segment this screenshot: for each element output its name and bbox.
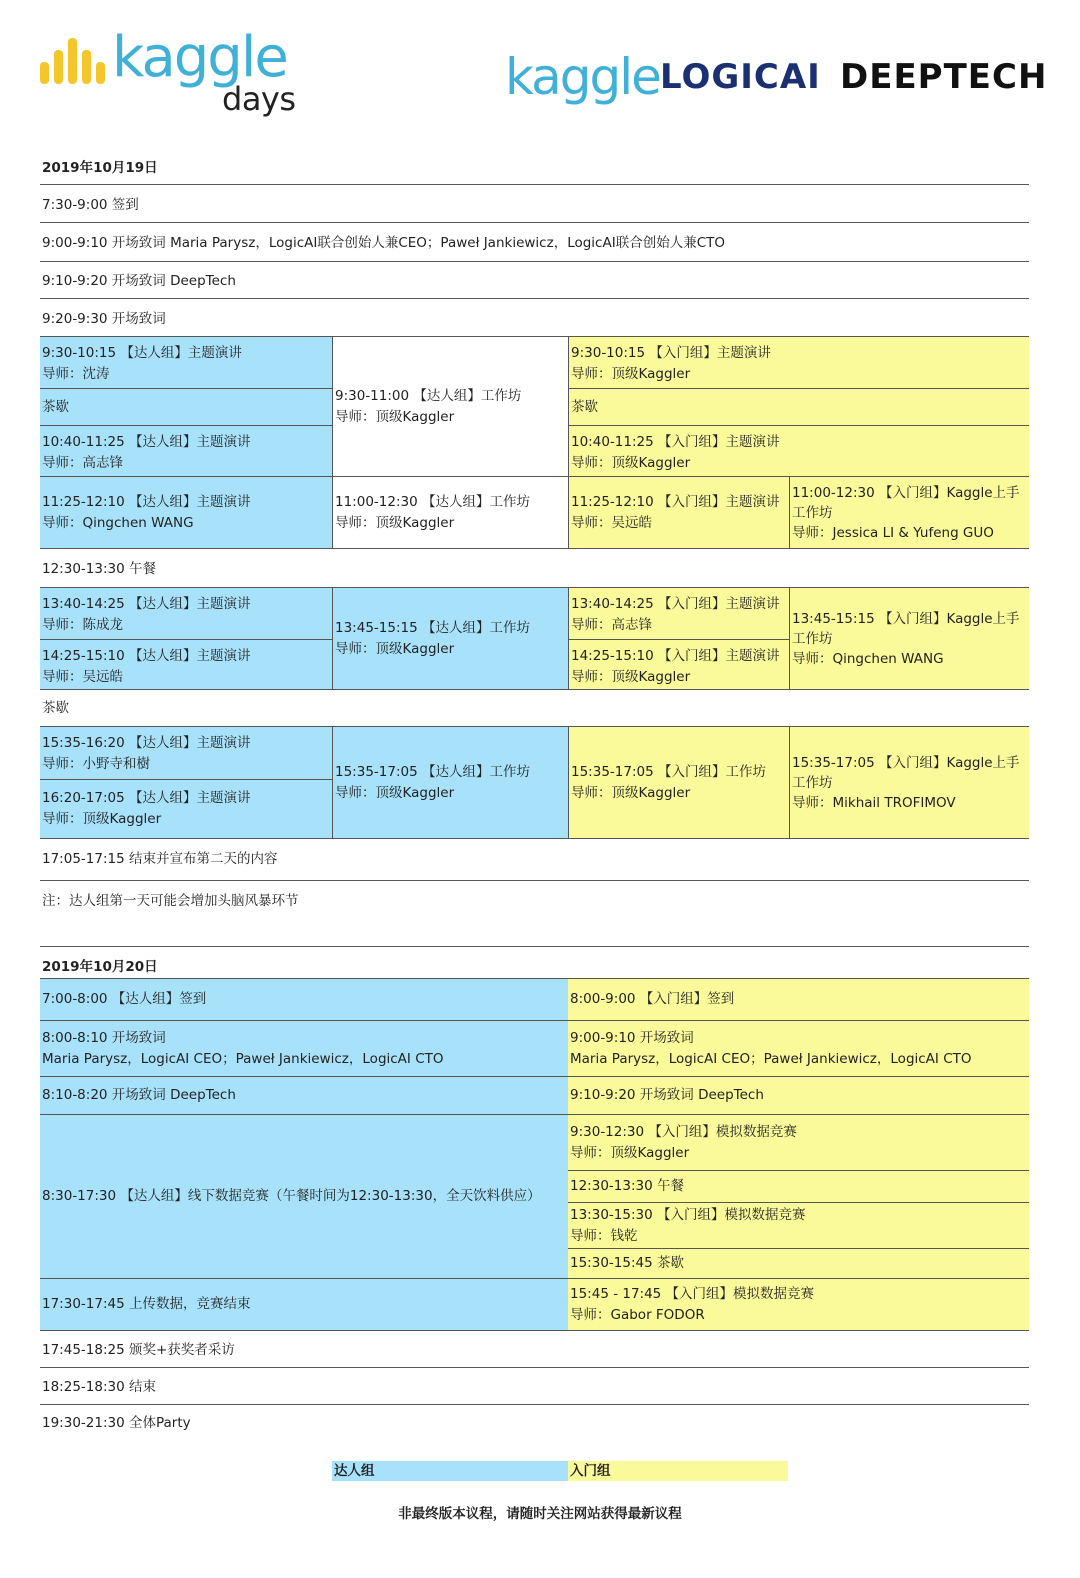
session-cell xyxy=(40,1021,568,1077)
lunch-row: 12:30-13:30 午餐 xyxy=(42,561,156,577)
day1-row: 9:00-9:10 开场致词 Maria Parysz，LogicAI联合创始人兼CEO；Paweł Jankiewicz，LogicAI联合创始人兼CTO xyxy=(42,235,725,251)
session-title: 8:00-8:10 开场致词 xyxy=(42,1029,166,1046)
session-mentor: 导师：Qingchen WANG xyxy=(792,650,944,667)
session-mentor: 导师：顶级Kaggler xyxy=(570,1144,690,1161)
workshop-cell xyxy=(332,588,568,690)
session-mentor: 导师：顶级Kaggler xyxy=(571,784,691,801)
session-mentor: 导师：顶级Kaggler xyxy=(571,366,691,382)
logicai-logo: LOGICAI xyxy=(660,57,821,97)
session-title: 8:30-17:30 【达人组】线下数据竞赛（午餐时间为12:30-13:30，全天饮料供应） xyxy=(42,1188,541,1204)
session-title: 茶歇 xyxy=(571,398,598,415)
session-mentor: 导师：吴远皓 xyxy=(571,514,652,531)
session-title: 15:35-17:05 【入门组】Kaggle上手工作坊 xyxy=(792,754,1020,791)
legend-beginner-label: 入门组 xyxy=(570,1463,611,1479)
session-title: 11:25-12:10 【入门组】主题演讲 xyxy=(571,493,780,510)
session-title: 15:35-17:05 【入门组】工作坊 xyxy=(571,763,766,780)
footer-note: 非最终版本议程，请随时关注网站获得最新议程 xyxy=(398,1506,682,1522)
session-mentor: 导师：Gabor FODOR xyxy=(570,1306,705,1323)
session-mentor: 导师：Mikhail TROFIMOV xyxy=(792,794,956,811)
deeptech-logo: DEEPTECH xyxy=(840,57,1048,97)
note-row: 注：达人组第一天可能会增加头脑风暴环节 xyxy=(42,893,299,909)
day1-row: 7:30-9:00 签到 xyxy=(42,197,139,213)
session-mentor: 导师：陈成龙 xyxy=(42,617,123,633)
session-title: 15:35-17:05 【达人组】工作坊 xyxy=(335,763,530,780)
session-title: 15:30-15:45 茶歇 xyxy=(570,1255,684,1271)
legend-beginner xyxy=(568,1461,788,1481)
session-mentor: 导师：吴远皓 xyxy=(42,669,123,685)
legend-expert xyxy=(332,1461,568,1481)
kaggle-logo: kaggle xyxy=(505,48,660,106)
session-cell xyxy=(568,588,789,640)
competition-cell xyxy=(40,1115,568,1279)
session-title: 9:30-10:15 【入门组】主题演讲 xyxy=(571,345,771,361)
session-mentor: 导师：小野寺和樹 xyxy=(42,756,150,772)
session-title: 10:40-11:25 【达人组】主题演讲 xyxy=(42,434,251,450)
workshop-cell xyxy=(789,588,1029,690)
session-cell xyxy=(568,1203,1029,1249)
session-mentor: 导师：Jessica LI & Yufeng GUO xyxy=(792,524,994,541)
session-title: 9:30-12:30 【入门组】模拟数据竞赛 xyxy=(570,1123,797,1140)
session-cell xyxy=(40,979,568,1021)
session-cell xyxy=(40,588,332,640)
session-title: 8:10-8:20 开场致词 DeepTech xyxy=(42,1087,236,1103)
session-title: 10:40-11:25 【入门组】主题演讲 xyxy=(571,434,780,450)
session-cell xyxy=(568,640,789,690)
session-cell xyxy=(568,1115,1029,1171)
legend-expert-label: 达人组 xyxy=(334,1463,375,1479)
session-cell xyxy=(568,337,1029,389)
session-title: 14:25-15:10 【入门组】主题演讲 xyxy=(571,648,780,664)
break-cell xyxy=(40,389,332,426)
day1-date: 2019年10月19日 xyxy=(42,160,158,176)
session-mentor: 导师：高志锋 xyxy=(571,617,652,633)
break-row: 茶歇 xyxy=(42,700,69,716)
session-cell xyxy=(568,1249,1029,1279)
session-title: 11:00-12:30 【入门组】Kaggle上手工作坊 xyxy=(792,484,1020,521)
session-mentor: 导师：顶级Kaggler xyxy=(571,455,691,471)
session-cell xyxy=(40,640,332,690)
session-cell xyxy=(40,780,332,839)
session-cell xyxy=(40,426,332,477)
kaggle-days-sub: days xyxy=(222,80,296,118)
session-title: 7:00-8:00 【达人组】签到 xyxy=(42,991,207,1007)
session-cell xyxy=(568,426,1029,477)
session-cell xyxy=(568,1077,1029,1115)
session-mentor: 导师：顶级Kaggler xyxy=(42,811,162,827)
break-cell xyxy=(568,389,1029,426)
workshop-cell xyxy=(789,727,1029,839)
session-title: 9:00-9:10 开场致词 xyxy=(570,1029,694,1046)
session-title: 15:45 - 17:45 【入门组】模拟数据竞赛 xyxy=(570,1285,815,1302)
session-title: 14:25-15:10 【达人组】主题演讲 xyxy=(42,648,251,664)
session-title: 9:30-10:15 【达人组】主题演讲 xyxy=(42,345,242,361)
session-mentor: 导师：高志锋 xyxy=(42,455,123,471)
day2-row: 17:45-18:25 颁奖+获奖者采访 xyxy=(42,1342,235,1358)
workshop-cell xyxy=(332,477,568,549)
session-title: 13:45-15:15 【达人组】工作坊 xyxy=(335,619,530,636)
session-mentor: 导师：顶级Kaggler xyxy=(335,408,455,425)
session-cell xyxy=(40,1279,568,1331)
day2-date: 2019年10月20日 xyxy=(42,959,158,975)
session-speakers: Maria Parysz，LogicAI CEO；Paweł Jankiewicz，LogicAI CTO xyxy=(42,1050,444,1067)
session-title: 11:25-12:10 【达人组】主题演讲 xyxy=(42,493,251,510)
session-cell xyxy=(40,337,332,389)
session-title: 16:20-17:05 【达人组】主题演讲 xyxy=(42,790,251,806)
session-title: 13:40-14:25 【入门组】主题演讲 xyxy=(571,596,780,612)
session-title: 12:30-13:30 午餐 xyxy=(570,1178,684,1194)
session-title: 11:00-12:30 【达人组】工作坊 xyxy=(335,493,530,510)
workshop-cell xyxy=(568,727,789,839)
kaggle-days-bars-icon xyxy=(40,38,108,84)
closing-row: 17:05-17:15 结束并宣布第二天的内容 xyxy=(42,851,278,867)
day2-row: 19:30-21:30 全体Party xyxy=(42,1415,191,1431)
session-mentor: 导师：顶级Kaggler xyxy=(571,669,691,685)
session-title: 9:30-11:00 【达人组】工作坊 xyxy=(335,387,522,404)
session-title: 茶歇 xyxy=(42,398,69,415)
session-cell xyxy=(568,979,1029,1021)
session-title: 15:35-16:20 【达人组】主题演讲 xyxy=(42,735,251,751)
session-cell xyxy=(568,1021,1029,1077)
session-mentor: 导师：沈涛 xyxy=(42,366,110,382)
day1-row: 9:20-9:30 开场致词 xyxy=(42,311,166,327)
workshop-cell xyxy=(332,337,568,477)
day1-row: 9:10-9:20 开场致词 DeepTech xyxy=(42,273,236,289)
session-cell xyxy=(40,477,332,549)
session-mentor: 导师：顶级Kaggler xyxy=(335,784,455,801)
session-title: 13:45-15:15 【入门组】Kaggle上手工作坊 xyxy=(792,610,1020,647)
session-title: 13:30-15:30 【入门组】模拟数据竞赛 xyxy=(570,1206,806,1223)
session-mentor: 导师：Qingchen WANG xyxy=(42,514,194,531)
session-title: 8:00-9:00 【入门组】签到 xyxy=(570,991,735,1007)
kaggle-days-logo: kaggle xyxy=(112,25,287,90)
session-title: 13:40-14:25 【达人组】主题演讲 xyxy=(42,596,251,612)
session-mentor: 导师：钱乾 xyxy=(570,1227,638,1244)
session-title: 9:10-9:20 开场致词 DeepTech xyxy=(570,1087,764,1103)
session-mentor: 导师：顶级Kaggler xyxy=(335,640,455,657)
session-cell xyxy=(40,1077,568,1115)
session-cell xyxy=(568,1279,1029,1331)
workshop-cell xyxy=(789,477,1029,549)
session-speakers: Maria Parysz，LogicAI CEO；Paweł Jankiewicz，LogicAI CTO xyxy=(570,1050,972,1067)
session-mentor: 导师：顶级Kaggler xyxy=(335,514,455,531)
day2-row: 18:25-18:30 结束 xyxy=(42,1379,156,1395)
workshop-cell xyxy=(332,727,568,839)
session-title: 17:30-17:45 上传数据，竞赛结束 xyxy=(42,1296,251,1312)
session-cell xyxy=(40,727,332,780)
session-cell xyxy=(568,1171,1029,1203)
session-cell xyxy=(568,477,789,549)
